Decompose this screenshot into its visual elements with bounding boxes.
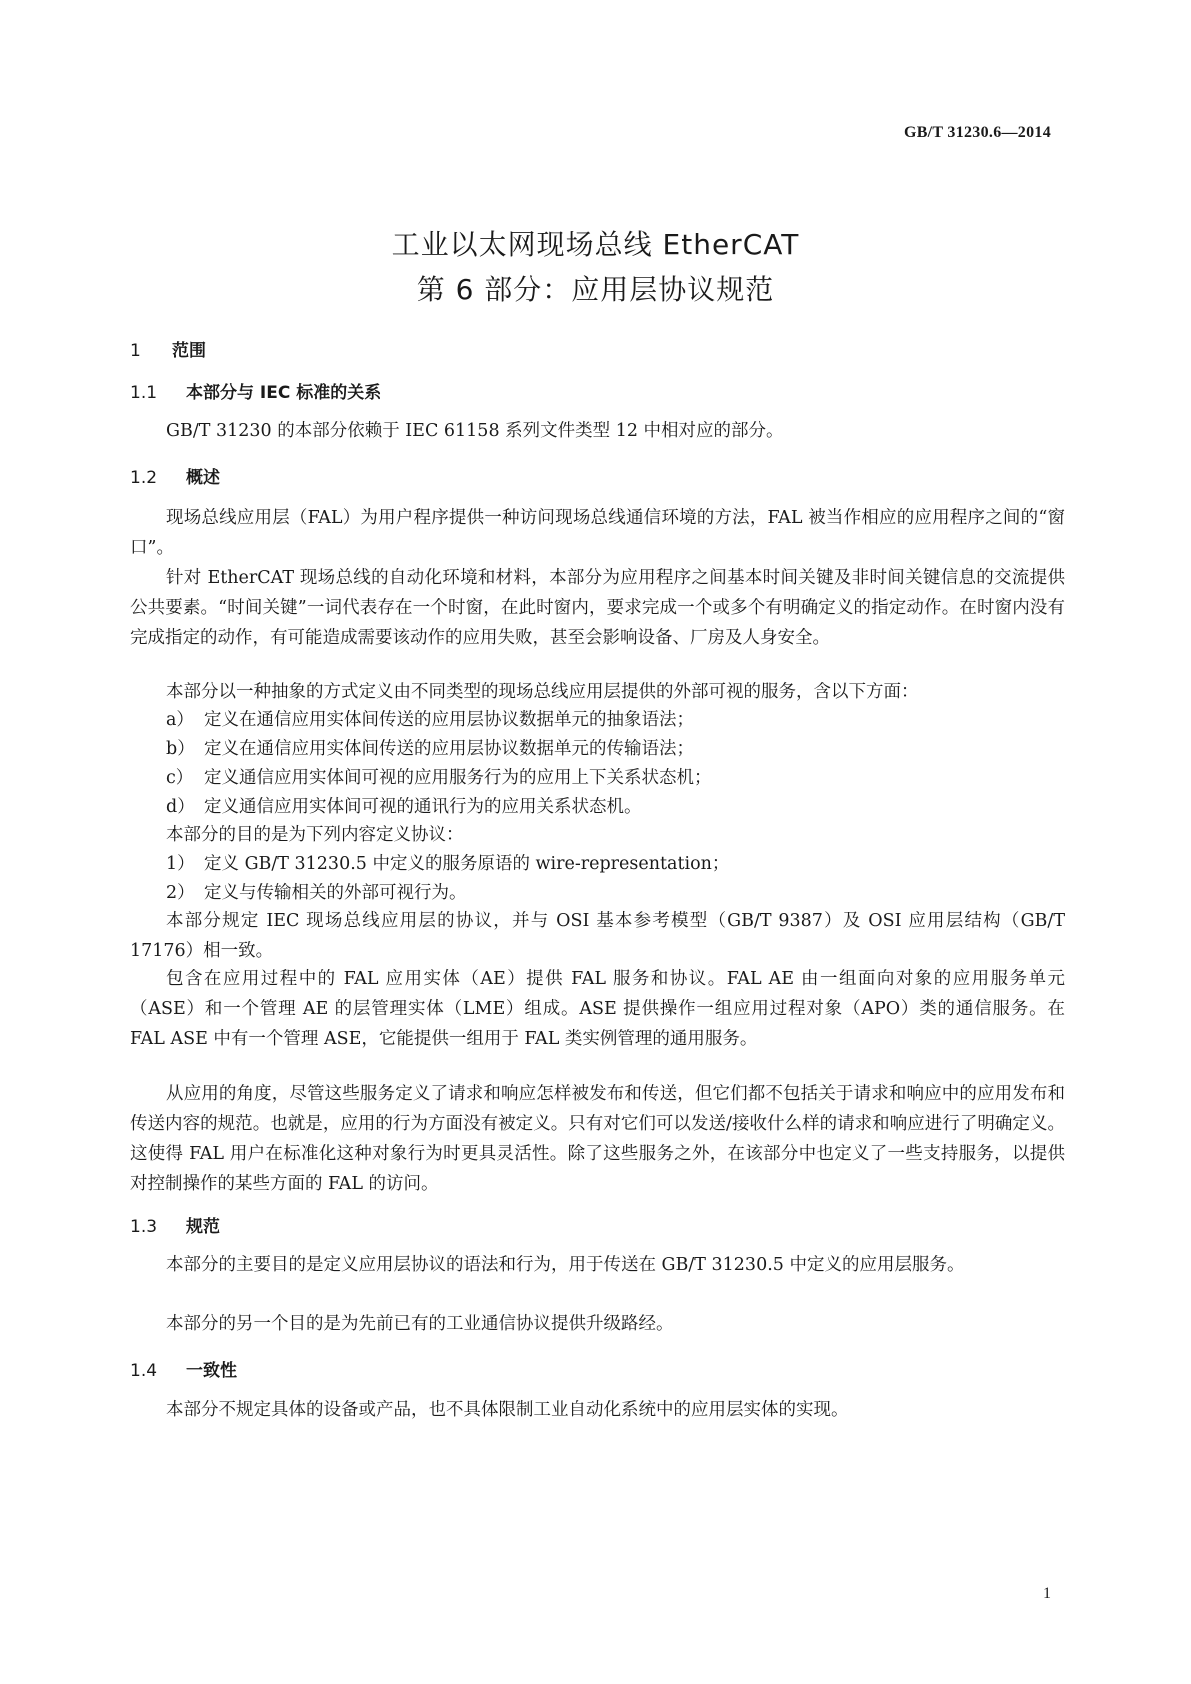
section-1-4-heading xyxy=(130,1356,237,1381)
document-title-line2: 第 6 部分：应用层协议规范 xyxy=(416,273,775,306)
list-item xyxy=(166,878,1066,908)
section-1-1-heading xyxy=(130,378,381,403)
list-marker: d） xyxy=(166,797,195,817)
list-item xyxy=(166,849,1066,879)
section-label: 一致性 xyxy=(186,1361,237,1381)
list-item xyxy=(166,734,1066,764)
section-1-3-heading xyxy=(130,1212,220,1237)
list-text: 定义在通信应用实体间传送的应用层协议数据单元的传输语法； xyxy=(204,739,694,759)
section-label: 规范 xyxy=(186,1217,220,1237)
list-marker: 1） xyxy=(166,854,195,874)
list-item xyxy=(166,763,1066,793)
list-text: 定义与传输相关的外部可视行为。 xyxy=(204,883,467,903)
paragraph: 本部分不规定具体的设备或产品，也不具体限制工业自动化系统中的应用层实体的实现。 xyxy=(166,1400,849,1420)
paragraph: 本部分的主要目的是定义应用层协议的语法和行为，用于传送在 GB/T 31230.5 中定义的应用层服务。 xyxy=(166,1255,965,1275)
section-1-heading xyxy=(130,336,206,361)
list-text: 定义通信应用实体间可视的通讯行为的应用关系状态机。 xyxy=(204,797,642,817)
section-1-2-heading xyxy=(130,463,220,488)
list-marker: b） xyxy=(166,739,195,759)
paragraph: 本部分的目的是为下列内容定义协议： xyxy=(166,825,464,845)
list-marker: c） xyxy=(166,768,194,788)
list-marker: 2） xyxy=(166,883,195,903)
paragraph: 本部分规定 IEC 现场总线应用层的协议，并与 OSI 基本参考模型（GB/T 9387）及 OSI 应用层结构（GB/T 17176）相一致。 xyxy=(130,911,1065,961)
section-number: 1.3 xyxy=(130,1217,158,1237)
document-code: GB/T 31230.6—2014 xyxy=(903,124,1051,141)
paragraph: 现场总线应用层（FAL）为用户程序提供一种访问现场总线通信环境的方法，FAL 被当作相应的应用程序之间的“窗口”。 xyxy=(130,508,1065,558)
document-title-line1: 工业以太网现场总线 EtherCAT xyxy=(391,228,800,261)
paragraph: 本部分以一种抽象的方式定义由不同类型的现场总线应用层提供的外部可视的服务，含以下方面： xyxy=(166,682,919,702)
list-text: 定义在通信应用实体间传送的应用层协议数据单元的抽象语法； xyxy=(204,710,694,730)
section-number: 1 xyxy=(130,341,141,361)
section-number: 1.4 xyxy=(130,1361,158,1381)
list-item xyxy=(166,792,1066,822)
paragraph: 本部分的另一个目的是为先前已有的工业通信协议提供升级路经。 xyxy=(166,1314,674,1334)
paragraph: 从应用的角度，尽管这些服务定义了请求和响应怎样被发布和传送，但它们都不包括关于请求和响应中的应用发布和传送内容的规范。也就是，应用的行为方面没有被定义。只有对它们可以发送/接收什么样的请求和响应进行了明确定义。这使得 FAL 用户在标准化这种对象行为时更具灵活性。除了这些服务之外，在该部分中也定义了一些支持服务，以提供对控制操作的某些方面的 FAL 的访问。 xyxy=(130,1084,1065,1194)
page-number: 1 xyxy=(1043,1585,1051,1602)
section-label: 本部分与 IEC 标准的关系 xyxy=(186,383,382,403)
paragraph: 包含在应用过程中的 FAL 应用实体（AE）提供 FAL 服务和协议。FAL AE 由一组面向对象的应用服务单元（ASE）和一个管理 AE 的层管理实体（LME）组成。ASE 提供操作一组应用过程对象（APO）类的通信服务。在 FAL ASE 中有一个管理 ASE，它能提供一组用于 FAL 类实例管理的通用服务。 xyxy=(130,969,1065,1049)
section-label: 范围 xyxy=(172,341,206,361)
list-text: 定义 GB/T 31230.5 中定义的服务原语的 wire-representation； xyxy=(204,854,730,874)
paragraph: 针对 EtherCAT 现场总线的自动化环境和材料，本部分为应用程序之间基本时间关键及非时间关键信息的交流提供公共要素。“时间关键”一词代表存在一个时窗，在此时窗内，要求完成一个或多个有明确定义的指定动作。在时窗内没有完成指定的动作，有可能造成需要该动作的应用失败，甚至会影响设备、厂房及人身安全。 xyxy=(130,568,1065,648)
section-number: 1.1 xyxy=(130,383,158,403)
section-label: 概述 xyxy=(186,468,220,488)
list-marker: a） xyxy=(166,710,194,730)
section-number: 1.2 xyxy=(130,468,158,488)
list-item xyxy=(166,705,1066,735)
paragraph: GB/T 31230 的本部分依赖于 IEC 61158 系列文件类型 12 中相对应的部分。 xyxy=(166,421,784,441)
list-text: 定义通信应用实体间可视的应用服务行为的应用上下关系状态机； xyxy=(204,768,712,788)
